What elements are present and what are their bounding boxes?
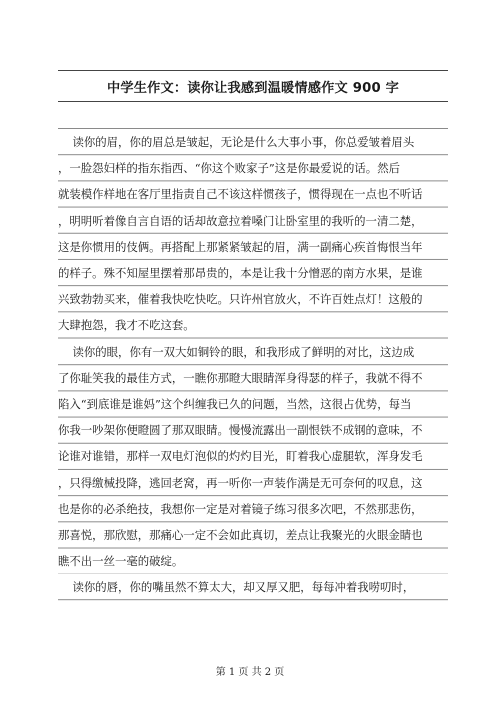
paragraph-eyebrows: 读你的眉，你的眉总是皱起，无论是什么大事小事，你总爱皱着眉头 ，一脸怨妇样的指东指西、“你这个败家子”这是你最爱说的话。然后 就装模作样地在客厅里指责自己不该这样惯孩子，惯得现在一点也不听话 ，明明听着像自言自语的话却故意拉着嗓门让卧室里的我听的一清二楚， 这是你惯用的伎俩。再搭配上那紧紧皱起的眉，满一副痛心疾首悔恨当年 的样子。殊不知屋里摆着那昂贵的，本是让我十分憎恶的南方水果，是谁 兴致勃勃买来，催着我快吃快吃。只许州官放火，不许百姓点灯！这般的 大肆抱怨，我才不吃这套。	[58, 129, 448, 339]
page-footer: 第 1 页 共 2 页	[215, 667, 285, 678]
document-sheet	[58, 70, 448, 601]
paragraph-lips: 读你的唇，你的嘴虽然不算太大，却又厚又肥，每每冲着我唠叨时，	[58, 574, 448, 600]
paragraph-eyes: 读你的眼，你有一双大如铜铃的眼，和我形成了鲜明的对比，这边成 了你耻笑我的最佳方式，一瞧你那瞪大眼睛浑身得瑟的样子，我就不得不 陷入“到底谁是谁妈”这个纠缠我已久的问题，当然，这很占优势，每当 你我一吵架你便瞪圆了那双眼睛。慢慢流露出一副恨铁不成钢的意味，不 论谁对谁错，那样一双电灯泡似的灼灼目光，盯着我心虚腿软，浑身发毛 ，只得缴械投降，逃回老窝，再一听你一声装作满是无可奈何的叹息，这 也是你的必杀绝技，我想你一定是对着镜子练习很多次吧，不然那悲伤， 那喜悦，那欣慰，那痛心一定不会如此真切，差点让我聚光的火眼金睛也 瞧不出一丝一毫的破绽。	[58, 339, 448, 575]
document-title: 中学生作文：读你让我感到温暖情感作文 900 字	[58, 70, 448, 102]
blank-ruled-row	[58, 102, 448, 129]
